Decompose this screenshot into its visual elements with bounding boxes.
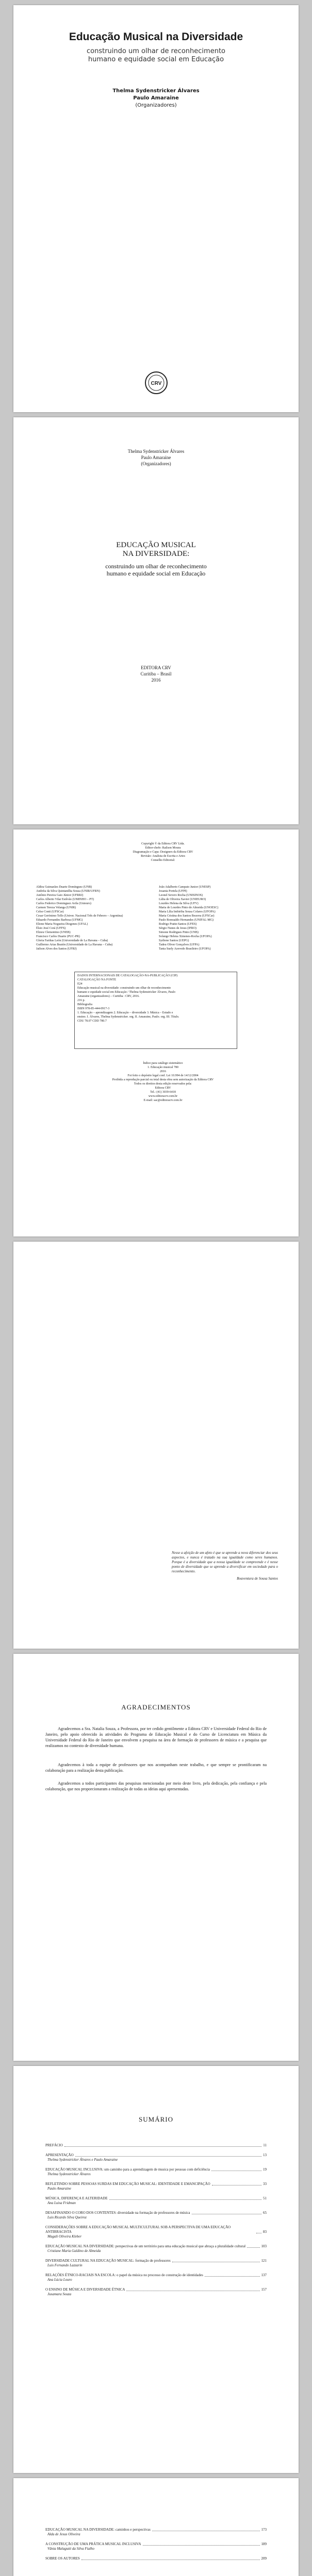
summary-entry-row bbox=[45, 2143, 267, 2148]
half-title-sub-line: humano e equidade social em Educação bbox=[106, 570, 206, 577]
summary-entry bbox=[45, 2528, 267, 2537]
cover-role: (Organizadores) bbox=[135, 103, 177, 108]
summary-leader bbox=[205, 2276, 260, 2277]
summary-entry-page: 65 bbox=[263, 2211, 267, 2215]
text-line: Educação musical na diversidade: construindo um olhar de reconhecimento bbox=[77, 987, 171, 990]
text-line: 1. Educação musical 780 bbox=[147, 1066, 178, 1069]
text-line: Josania Portela (UFPI) bbox=[159, 890, 187, 893]
text-line: Cesar Gerónimo Tello (Univer. Nacional Três de Febrero – Argentina) bbox=[36, 914, 123, 918]
summary-entry-page: 137 bbox=[261, 2273, 267, 2277]
text-line: Amaraine (organizadores) – Curitiba : CRV, 2016. bbox=[77, 995, 140, 998]
summary-entry-author: Paulo Amaraine bbox=[47, 2187, 71, 2191]
text-line: Índice para catálogo sistemático bbox=[143, 1062, 183, 1065]
text-line: Sérgio Nunes de Jesus (IFRO) bbox=[159, 927, 196, 930]
acknowledgements-paragraph: Agradecemos à toda a equipe de professores que nos acompanham neste trabalho, e que sempre se prontificaram na colaboração para a realização desta publicação. bbox=[45, 1762, 267, 1773]
text-line: Tel.: (41) 3039-6418 bbox=[150, 1091, 176, 1094]
summary-entry-author: Magali Oliveira Kleber bbox=[47, 2234, 82, 2239]
text-line: ensino. I. Álvares, Thelma Sydenstricker. org. II. Amaraine, Paulo. org. III. Título. bbox=[77, 1015, 179, 1019]
text-line: DADOS INTERNACIONAIS DE CATALOGAÇÃO-NA-PUBLICAÇÃO (CIP) bbox=[77, 974, 178, 977]
text-line: humano e equidade social em Educação / Thelma Sydenstricker Álvares, Paulo bbox=[77, 991, 175, 994]
copyright-page bbox=[13, 829, 299, 1236]
summary-entry-row bbox=[45, 2211, 267, 2215]
cover-subtitle-line: construindo um olhar de reconhecimento bbox=[87, 47, 225, 55]
summary-entry bbox=[45, 2225, 267, 2239]
summary-heading: SUMÁRIO bbox=[139, 2115, 173, 2123]
summary-entry bbox=[45, 2182, 267, 2191]
summary-entry-author: Alda de Jesus Oliveira bbox=[47, 2532, 80, 2536]
text-line: Guillermo Arias Beatón (Universidade de La Havana – Cuba) bbox=[36, 943, 113, 946]
text-line: 216 p. bbox=[77, 999, 85, 1002]
cover-subtitle bbox=[13, 47, 299, 64]
summary-entry-title: EDUCAÇÃO MUSICAL NA DIVERSIDADE: caminhos e perspectivas bbox=[45, 2528, 151, 2532]
summary-entry bbox=[45, 2556, 267, 2561]
text-line: Editora CRV bbox=[155, 1087, 171, 1090]
summary-entry-author: Luis Ricardo Silva Queiroz bbox=[47, 2215, 87, 2219]
summary-entry bbox=[45, 2273, 267, 2282]
summary-entry-author: Vânia Malagutti da Silva Fialho bbox=[47, 2547, 94, 2551]
text-line: João Adalberto Campato Junior (UNESP) bbox=[159, 886, 211, 889]
text-line: Proibida a reprodução parcial ou total desta obra sem autorização da Editora CRV bbox=[112, 1078, 214, 1081]
summary-list-continued bbox=[45, 2528, 267, 2566]
half-title-subtitle bbox=[13, 563, 299, 577]
cover-page bbox=[13, 5, 299, 412]
summary-entry-title: A CONSTRUÇÃO DE UMA PRÁTICA MUSICAL INCLUSIVA bbox=[45, 2542, 141, 2546]
summary-entry-title: RELAÇÕES ÉTNICO-RACIAIS NA ESCOLA: o papel da música no processo de construção de identidades bbox=[45, 2273, 203, 2277]
text-line: Lourdes Helena da Silva (UFV) bbox=[159, 902, 199, 905]
cover-authors bbox=[13, 88, 299, 109]
summary-entry-title: EDUCAÇÃO MUSICAL INCLUSIVA: um caminho para a aprendizagem de musica por pessoas com deficiência bbox=[45, 2167, 210, 2172]
half-title-author: Paulo Amaraine bbox=[141, 455, 171, 460]
summary-entry-page: 33 bbox=[263, 2182, 267, 2186]
text-line: CDU 78.07 CDD 780.7 bbox=[77, 1020, 107, 1023]
text-line: Jailson Alves dos Santos (UFRJ) bbox=[36, 947, 77, 951]
text-line: Gloria Fariñas León (Universidade de La Havana – Cuba) bbox=[36, 939, 108, 942]
summary-entry-row bbox=[45, 2244, 267, 2249]
text-line: 2016 bbox=[160, 1070, 166, 1073]
text-line: Carmen Tereza Velanga (UNIR) bbox=[36, 906, 76, 909]
text-line: Tadeu Oliver Gonçalves (UFPA) bbox=[159, 943, 200, 946]
catalog-record bbox=[77, 974, 232, 1023]
summary-entry-row bbox=[45, 2273, 267, 2278]
half-title-sub-line: construindo um olhar de reconhecimento bbox=[105, 563, 207, 570]
summary-entry-author: Ana Lúcia Louro bbox=[47, 2278, 72, 2282]
text-line: Foi feito o depósito legal conf. Lei 10.994 de 14/12/2004 bbox=[127, 1074, 199, 1077]
summary-entry bbox=[45, 2244, 267, 2253]
summary-entry-page: 157 bbox=[261, 2287, 267, 2292]
cover-subtitle-line: humano e equidade social em Educação bbox=[88, 56, 224, 63]
imprint-line: Curitiba – Brasil bbox=[140, 671, 172, 676]
acknowledgements-paragraph: Agradecemos a todos participantes das pesquisas mencionadas por meio deste livro, pela dedicação, pela confiança e pela colaboração, que nos proporcionaram a realização de todas as ideias aqui apresentadas. bbox=[45, 1781, 267, 1791]
half-title-author: Thelma Sydenstricker Álvares bbox=[127, 449, 185, 454]
text-line: CATALOGAÇÃO NA FONTE bbox=[77, 978, 117, 981]
summary-entry bbox=[45, 2143, 267, 2148]
summary-entry-row bbox=[45, 2196, 267, 2201]
half-title-line: NA DIVERSIDADE: bbox=[122, 550, 190, 558]
half-title-imprint bbox=[13, 665, 299, 683]
summary-page-continued bbox=[13, 2478, 299, 2576]
summary-entry-page: 19 bbox=[263, 2167, 267, 2172]
epigraph-text: Nesse a afeição de um afeto é que se aprende a nova diferenciar dos seus aspectos, e nunca é tratado na sua igualdade como seres humanos. Porque é a diversidade que a nossa igualdade se compreende e é nesse ponto de diversidade que se aprende a diversificar em sociedade para o reconhecimento. bbox=[172, 1551, 278, 1573]
summary-entry-author: Ana Luisa Fridman bbox=[47, 2201, 76, 2205]
half-title-role: (Organizadores) bbox=[141, 461, 171, 466]
summary-entry-row bbox=[45, 2167, 267, 2172]
text-line: Elione Maria Nogueira Diogenes (UFAL) bbox=[36, 923, 88, 926]
text-line: E-mail: sac@editoracrv.com.br bbox=[143, 1099, 183, 1102]
text-line: Tania Suely Azevedo Brasileiro (UFOPA) bbox=[159, 947, 211, 951]
summary-leader bbox=[109, 2199, 261, 2200]
imprint-line: 2016 bbox=[151, 677, 161, 683]
summary-entry-author: Cristiane Maria Galdino de Almeida bbox=[47, 2249, 101, 2253]
summary-entry-author: Luis Fernando Lazzarin bbox=[47, 2263, 83, 2267]
text-line: Maria de Lourdes Pinto de Almeida (UNOESC) bbox=[159, 906, 219, 909]
cover-title: Educação Musical na Diversidade bbox=[69, 31, 243, 43]
summary-leader bbox=[143, 2545, 260, 2546]
summary-entry-title: O ENSINO DE MÚSICA E DIVERSIDADE ÉTNICA bbox=[45, 2287, 125, 2292]
text-line: E24 bbox=[77, 982, 83, 986]
text-line: Conselho Editorial: bbox=[151, 859, 175, 862]
summary-entry-page: 51 bbox=[263, 2196, 267, 2200]
text-line: Rodrigo Pratte-Santos (UFES) bbox=[159, 923, 197, 926]
summary-entry-author: Thelma Sydenstricker Álvares bbox=[47, 2172, 91, 2176]
epigraph-page bbox=[13, 1242, 299, 1649]
text-line: Élsio José Corá (UFFS) bbox=[36, 927, 66, 930]
summary-entry-title: DESAFINANDO O CORO DOS CONTENTES: diversidade na formação de professores de música bbox=[45, 2211, 190, 2215]
text-line: Francisco Carlos Duarte (PUC-PR) bbox=[36, 935, 80, 938]
text-line: Carlos Alberto Vilar Estêvão (UMINHO – PT) bbox=[36, 898, 94, 901]
half-title-page bbox=[13, 417, 299, 824]
summary-entry-page: 189 bbox=[261, 2542, 267, 2546]
cover-author: Paulo Amaraine bbox=[133, 95, 179, 101]
acknowledgements-paragraph: Agradecemos a Sra. Natalia Souza, a Professora, por ter cedido gentilmente a Editora CRV e Universidade Federal do Rio de Janeiro, pelo apoio oferecido às atividades do Programa de Educação Musical e do Curso de Licenciatura em Música da Universidade Federal do Rio de Janeiro que envolvem a pesquisa na área de formação de professores de música e a pesquisa que realizamos no contexto de diversidade humana. bbox=[45, 1726, 267, 1748]
summary-entry-row bbox=[45, 2287, 267, 2292]
text-line: Maria Cristina dos Santos Bezerra (UFSCar) bbox=[159, 914, 215, 918]
acknowledgements-heading: AGRADECIMENTOS bbox=[121, 1703, 191, 1711]
text-line: Leonel Severo Rocha (UNISINOS) bbox=[159, 894, 203, 897]
summary-entry-row bbox=[45, 2556, 267, 2561]
summary-entry bbox=[45, 2211, 267, 2220]
summary-list bbox=[45, 2143, 267, 2302]
summary-page bbox=[13, 2066, 299, 2473]
summary-entry bbox=[45, 2259, 267, 2268]
text-line: Solange Helena Ximenes-Rocha (UFOPA) bbox=[159, 935, 212, 938]
text-line: Sydione Santos (UEPG) bbox=[159, 939, 189, 942]
text-line: Lídia de Oliveira Xavier (UNIEURO) bbox=[159, 898, 206, 901]
summary-entry-row bbox=[45, 2225, 267, 2234]
text-line: 1. Educação – aprendizagem 2. Educação – diversidade 3. Música – Estudo e bbox=[77, 1011, 173, 1014]
text-line: Carlos Federico Dominguez Avila (Unieuro) bbox=[36, 902, 91, 905]
summary-entry-title: EDUCAÇÃO MUSICAL NA DIVERSIDADE: perspectivas de um território para uma educação musical que abraça a pluralidade cultural bbox=[45, 2244, 246, 2248]
summary-entry-title: CONSIDERAÇÕES SOBRE A EDUCAÇÃO MUSICAL MULTICULTURAL SOB A PERSPECTIVA DE UMA EDUCAÇÃO ANTIRRACISTA bbox=[45, 2225, 231, 2234]
text-line: Diagramação e Capa: Designers da Editora CRV bbox=[133, 851, 193, 854]
text-line: www.editoracrv.com.br bbox=[148, 1095, 178, 1098]
summary-entry-page: 209 bbox=[261, 2556, 267, 2561]
text-line: Editor-chefe: Railson Moura bbox=[145, 846, 181, 850]
summary-entry-row bbox=[45, 2528, 267, 2532]
text-line: Simone Rodrigues Pinto (UNB) bbox=[159, 931, 199, 934]
summary-entry-page: 103 bbox=[261, 2244, 267, 2248]
text-line: Andréia da Silva Quintanilha Sousa (UNIR/UFRN) bbox=[36, 890, 100, 893]
summary-entry-title: REFLETINDO SOBRE PESSOAS SURDAS EM EDUCAÇÃO MUSICAL: IDENTIDADE E EMANCIPAÇÃO bbox=[45, 2182, 210, 2186]
text-line: Elizeu Clementino (UNEB) bbox=[36, 931, 71, 934]
summary-entry bbox=[45, 2542, 267, 2551]
summary-entry-row bbox=[45, 2182, 267, 2187]
summary-entry-title: PREFÁCIO bbox=[45, 2143, 63, 2147]
summary-entry bbox=[45, 2153, 267, 2162]
summary-entry-title: DIVERSIDADE CULTURAL NA EDUCAÇÃO MUSICAL: formação de professores bbox=[45, 2259, 171, 2263]
half-title-heading bbox=[13, 541, 299, 558]
summary-entry bbox=[45, 2287, 267, 2297]
copyright-footer bbox=[111, 1061, 215, 1103]
publisher-logo-text: CRV bbox=[151, 381, 162, 386]
summary-entry-title: MÚSICA, DIFERENÇA E ALTERIDADE bbox=[45, 2196, 108, 2200]
summary-entry-page: 83 bbox=[263, 2230, 267, 2234]
copyright-header bbox=[111, 842, 215, 862]
summary-entry bbox=[45, 2167, 267, 2177]
epigraph-author: Boaventura de Sousa Santos bbox=[237, 1577, 278, 1581]
summary-entry-page: 13 bbox=[263, 2153, 267, 2157]
text-line: Antônio Pereira Gaio Júnior (UFRRJ) bbox=[36, 894, 84, 897]
summary-entry-page: 173 bbox=[261, 2528, 267, 2532]
summary-entry-author: Jusamara Souza bbox=[47, 2292, 72, 2296]
summary-leader bbox=[75, 2156, 261, 2157]
summary-leader bbox=[247, 2247, 259, 2248]
text-line: Maria Lília Imbiriba Sousa Colares (UFOPA) bbox=[159, 910, 216, 913]
summary-entry-page: 121 bbox=[261, 2259, 267, 2263]
text-line: Paulo Romualdo Hernandes (UNIFAL-MG) bbox=[159, 919, 214, 922]
publisher-logo-icon bbox=[144, 371, 168, 395]
text-line: Celso Conti (UFSCar) bbox=[36, 910, 64, 913]
text-line: Eduardo Fernandes Barbosa (UFMG) bbox=[36, 919, 83, 922]
summary-entry-row bbox=[45, 2542, 267, 2547]
text-line: Todos os direitos desta edição reservados pela: bbox=[134, 1082, 192, 1086]
half-title-authors bbox=[13, 448, 299, 467]
acknowledgements-page bbox=[13, 1654, 299, 2061]
summary-entry-page: 11 bbox=[263, 2143, 267, 2147]
editorial-council-left bbox=[36, 885, 155, 951]
summary-leader bbox=[64, 2146, 261, 2147]
half-title-line: EDUCAÇÃO MUSICAL bbox=[116, 541, 196, 549]
text-line: Bibliografia bbox=[77, 1003, 92, 1006]
summary-entry-title: SOBRE OS AUTORES bbox=[45, 2556, 80, 2561]
summary-entry-row bbox=[45, 2153, 267, 2158]
imprint-line: EDITORA CRV bbox=[141, 665, 171, 670]
text-line: ISBN 978-85-444-0917-3 bbox=[77, 1007, 110, 1010]
cover-author: Thelma Sydenstricker Álvares bbox=[112, 88, 200, 94]
summary-entry bbox=[45, 2196, 267, 2206]
summary-entry-author: Thelma Sydenstricker Álvares e Paulo Amaraine bbox=[47, 2158, 118, 2162]
summary-entry-row bbox=[45, 2259, 267, 2263]
text-line: Revisão: Analista de Escrita e Artes bbox=[141, 855, 185, 858]
summary-entry-title: APRESENTAÇÃO bbox=[45, 2153, 74, 2157]
text-line: Aldira Guimarães Duarte Domínguez (UNB) bbox=[36, 886, 92, 889]
editorial-council-right bbox=[159, 885, 277, 951]
text-line: Copyright © da Editora CRV Ltda. bbox=[141, 842, 185, 845]
